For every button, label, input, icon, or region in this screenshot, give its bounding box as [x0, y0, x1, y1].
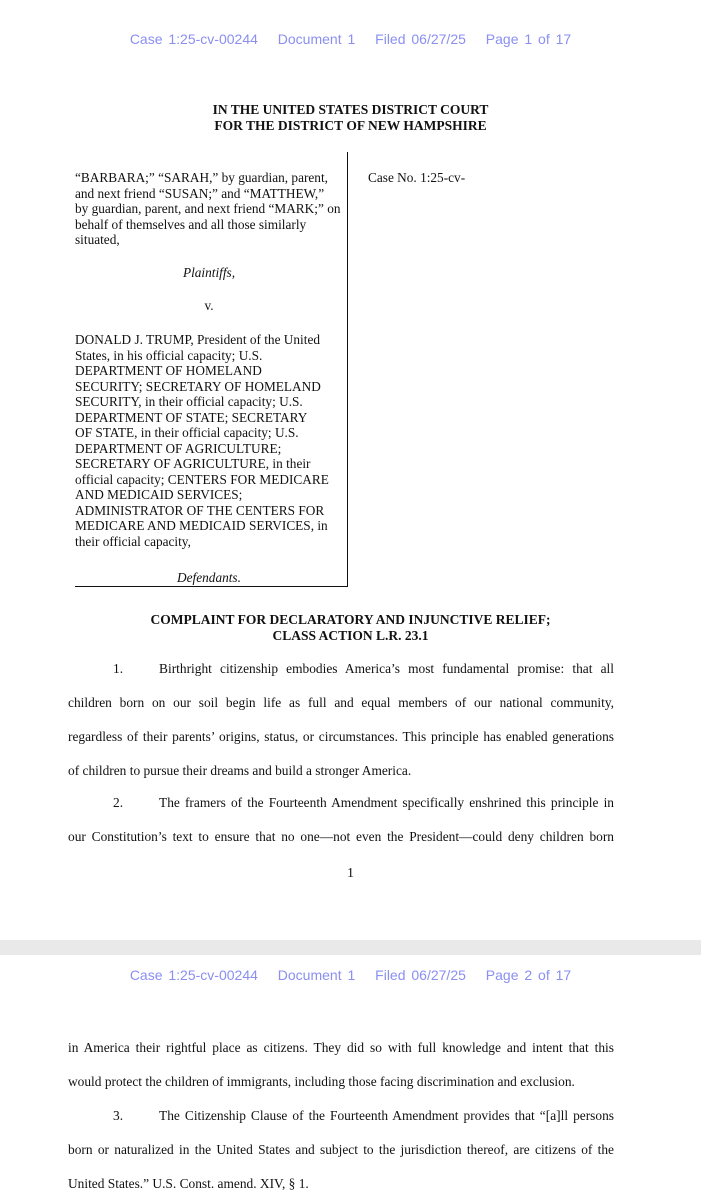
header-page-count: Page 1 of 17	[485, 31, 572, 47]
plaintiffs-label: Plaintiffs,	[182, 265, 236, 280]
paragraph-line: born or naturalized in the United States and subject to the jurisdiction thereof, are citizens of the	[68, 1142, 614, 1157]
defendants-line: DEPARTMENT OF STATE; SECRETARY	[75, 409, 308, 425]
filing-header	[0, 31, 701, 47]
defendants-line: their official capacity,	[75, 533, 191, 549]
header-document: Document 1	[277, 967, 356, 983]
paragraph-line: in America their rightful place as citizens. They did so with full knowledge and intent that this	[68, 1040, 614, 1055]
plaintiffs-line: “BARBARA;” “SARAH,” by guardian, parent,	[75, 170, 328, 185]
defendants-line: States, in his official capacity; U.S.	[75, 347, 263, 363]
defendants-line: MEDICARE AND MEDICAID SERVICES, in	[75, 518, 328, 533]
title-line-2: CLASS ACTION L.R. 23.1	[272, 628, 429, 643]
paragraph-number: 2.	[113, 795, 124, 810]
paragraph-line: children born on our soil begin life as full and equal members of our national community,	[68, 695, 614, 710]
defendants-line: DONALD J. TRUMP, President of the United	[75, 332, 320, 347]
paragraph-line: The Citizenship Clause of the Fourteenth Amendment provides that “[a]ll persons	[159, 1108, 614, 1123]
paragraph-line: would protect the children of immigrants, including those facing discrimination and exclusion.	[68, 1074, 575, 1089]
paragraph-line: United States.” U.S. Const. amend. XIV, § 1.	[68, 1176, 309, 1191]
defendants-line: SECURITY; SECRETARY OF HOMELAND	[75, 378, 321, 394]
paragraph-line: regardless of their parents’ origins, status, or circumstances. This principle has enabled generations	[68, 729, 614, 744]
case-number-field: Case No. 1:25-cv-	[368, 170, 466, 185]
header-case-number: Case 1:25-cv-00244	[129, 31, 258, 47]
plaintiffs-line: by guardian, parent, and next friend “MARK;” on	[75, 201, 341, 216]
header-filed-date: Filed 06/27/25	[375, 967, 466, 983]
paragraph-number: 1.	[113, 661, 124, 676]
document-page-2	[0, 955, 701, 1200]
defendants-line: DEPARTMENT OF AGRICULTURE;	[75, 440, 282, 456]
defendants-line: SECURITY, in their official capacity; U.S.	[75, 394, 303, 409]
title-line-1: COMPLAINT FOR DECLARATORY AND INJUNCTIVE RELIEF;	[150, 612, 551, 627]
paragraph-line: The framers of the Fourteenth Amendment specifically enshrined this principle in	[159, 795, 614, 810]
defendants-line: ADMINISTRATOR OF THE CENTERS FOR	[75, 502, 325, 518]
caption-divider-vertical	[347, 152, 348, 586]
defendants-line: SECRETARY OF AGRICULTURE, in their	[75, 456, 311, 471]
court-name	[0, 102, 701, 134]
paragraph-line: Birthright citizenship embodies America’s most fundamental promise: that all	[159, 661, 614, 676]
header-page-count: Page 2 of 17	[485, 967, 572, 983]
plaintiffs-line: behalf of themselves and all those similarly	[75, 216, 307, 232]
complaint-title	[0, 612, 701, 644]
page-number: 1	[347, 866, 354, 881]
plaintiffs-line: and next friend “SUSAN;” and “MATTHEW,”	[75, 185, 325, 201]
defendants-line: official capacity; CENTERS FOR MEDICARE	[75, 471, 329, 487]
plaintiffs-block	[75, 170, 343, 248]
paragraph-3	[68, 1099, 614, 1200]
defendants-line: DEPARTMENT OF HOMELAND	[75, 363, 262, 378]
paragraph-line: our Constitution’s text to ensure that no one—not even the President—could deny children born	[68, 829, 614, 844]
paragraph-2-continued	[68, 1031, 614, 1099]
filing-header	[0, 967, 701, 983]
header-case-number: Case 1:25-cv-00244	[129, 967, 258, 983]
header-filed-date: Filed 06/27/25	[375, 31, 466, 47]
defendants-line: AND MEDICAID SERVICES;	[75, 487, 243, 502]
paragraph-1	[68, 652, 614, 788]
paragraph-2	[68, 786, 614, 854]
court-line-2: FOR THE DISTRICT OF NEW HAMPSHIRE	[214, 118, 487, 133]
paragraph-number: 3.	[113, 1108, 124, 1123]
defendants-line: OF STATE, in their official capacity; U.S.	[75, 425, 299, 440]
caption-divider-horizontal	[75, 586, 348, 587]
defendants-block	[75, 332, 343, 549]
header-document: Document 1	[277, 31, 356, 47]
court-line-1: IN THE UNITED STATES DISTRICT COURT	[212, 102, 489, 117]
defendants-label: Defendants.	[177, 570, 241, 585]
plaintiffs-line: situated,	[75, 232, 120, 247]
paragraph-line: of children to pursue their dreams and build a stronger America.	[68, 763, 412, 778]
versus: v.	[204, 298, 214, 313]
